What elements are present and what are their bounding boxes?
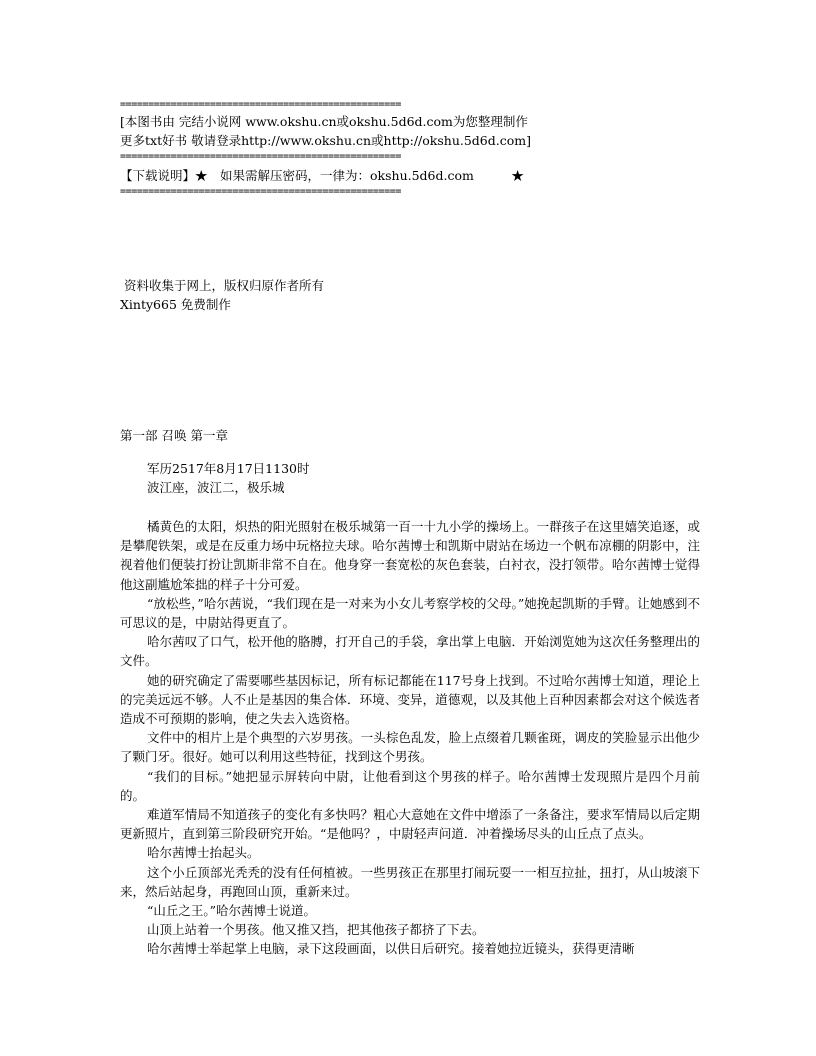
paragraph: 这个小丘顶部光秃秃的没有任何植被。一些男孩正在那里打闹玩耍一一相互拉扯，扭打，从山坡滚下来，然后站起身，再跑回山顶，重新来过。 [120, 864, 700, 899]
location-line: 波江座，波江二，极乐城 [147, 480, 285, 495]
paragraph: “山丘之王。”哈尔茜博士说道。 [147, 903, 317, 919]
separator-line: ================================================== [120, 151, 402, 162]
paragraph: 哈尔茜博士抬起头。 [147, 845, 260, 861]
chapter-title: 第一部 召唤 第一章 [120, 428, 228, 443]
separator-line: ================================================== [120, 186, 402, 197]
download-note: 【下载说明】★ 如果需解压密码，一律为：okshu.5d6d.com ★ [120, 168, 524, 183]
paragraph: 文件中的相片上是个典型的六岁男孩。一头棕色乱发，脸上点缀着几颗雀斑，调皮的笑脸显示出他少了颗门牙。很好。她可以利用这些特征，找到这个男孩。 [120, 730, 700, 765]
chapter-meta-block [120, 459, 700, 497]
header-block [120, 98, 700, 199]
paragraph: 哈尔茜博士举起掌上电脑，录下这段画面，以供日后研究。接着她拉近镜头，获得更清晰 [147, 941, 635, 957]
paragraph: “我们的目标。”她把显示屏转向中尉，让他看到这个男孩的样子。哈尔茜博士发现照片是四个月前的。 [120, 768, 700, 803]
date-line: 军历2517年8月17日1130时 [147, 461, 310, 476]
paragraph: 山顶上站着一个男孩。他又推又挡，把其他孩子都挤了下去。 [147, 922, 485, 938]
separator-line: ================================================== [120, 99, 402, 110]
header-line-2: 更多txt好书 敬请登录http://www.okshu.cn或http://okshu.5d6d.com] [120, 133, 531, 148]
credits-block [120, 276, 700, 314]
credits-line-2: Xinty665 免费制作 [120, 297, 231, 312]
paragraph: 她的研究确定了需要哪些基因标记，所有标记都能在117号身上找到。不过哈尔茜博士知道，理论上的完美远远不够。人不止是基因的集合体．环境、变异，道德观，以及其他上百种因素都会对这个候选者造成不可预期的影响，使之失去入选资格。 [120, 672, 700, 727]
chapter-body [120, 517, 700, 959]
chapter-heading-block [120, 426, 700, 445]
paragraph: 难道军情局不知道孩子的变化有多快吗？粗心大意她在文件中增添了一条备注，要求军情局以后定期更新照片，直到第三阶段研究开始。“是他吗？，中尉轻声问道．冲着操场尽头的山丘点了点头。 [120, 807, 700, 842]
paragraph: 哈尔茜叹了口气，松开他的胳膊，打开自己的手袋，拿出掌上电脑．开始浏览她为这次任务整理出的文件。 [120, 634, 700, 669]
paragraph: “放松些，”哈尔茜说，“我们现在是一对来为小女儿考察学校的父母。”她挽起凯斯的手臂。让她感到不可思议的是，中尉站得更直了。 [120, 595, 700, 631]
credits-line-1: 资料收集于网上，版权归原作者所有 [120, 278, 324, 293]
header-line-1: [本图书由 完结小说网 www.okshu.cn或okshu.5d6d.com为您整理制作 [120, 114, 528, 129]
paragraph: 橘黄色的太阳，炽热的阳光照射在极乐城第一百一十九小学的操场上。一群孩子在这里嬉笑追逐，或是攀爬铁架，或是在反重力场中玩格拉夫球。哈尔茜博士和凯斯中尉站在场边一个帆布凉棚的阴影中，注视着他们便装打扮让凯斯非常不自在。他身穿一套宽松的灰色套装，白衬衣，没打领带。哈尔茜博士觉得他这副尴尬笨拙的样子十分可爱。 [120, 519, 700, 592]
